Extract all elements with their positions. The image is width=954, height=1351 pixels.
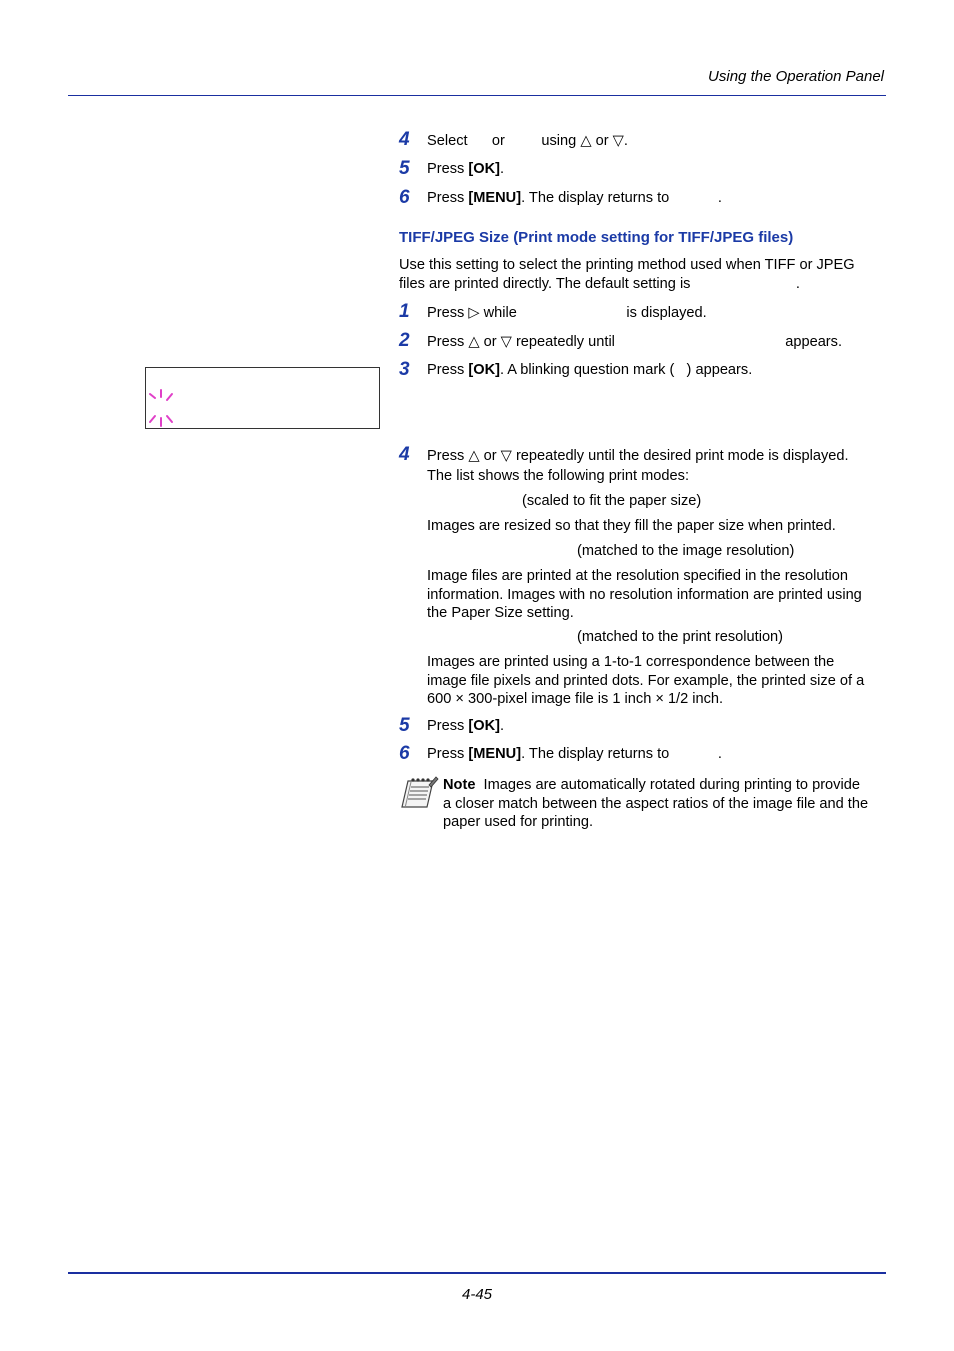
page-number: 4-45 [461, 1286, 493, 1303]
step-number: 2 [399, 330, 410, 351]
step-text: Press △ or ▽ repeatedly until appears. [427, 334, 843, 350]
step-4-top [399, 129, 899, 154]
step-number: 4 [399, 129, 410, 150]
mode-description: Images are printed using a 1-to-1 correspondence between the image file pixels and printed dots. For example, the printed size of a 600 × 300-pixel image file is 1 inch × 1/2 inch. [427, 654, 865, 707]
mode-label: (scaled to fit the paper size) [522, 493, 702, 509]
step-text: Press [OK]. [427, 718, 505, 734]
mode-description: Image files are printed at the resolution specified in the resolution information. Images with no resolution information are printed using the Paper Size setting. [427, 568, 862, 621]
step-text: Press [OK]. A blinking question mark ( ) appears. [427, 362, 753, 378]
step-3 [399, 359, 899, 384]
note-label: Note [443, 777, 476, 793]
step-number: 6 [399, 743, 410, 764]
step-text: Select or using △ or ▽. [427, 133, 628, 149]
step-2 [399, 330, 899, 355]
step-number: 5 [399, 715, 410, 736]
section-intro: Use this setting to select the printing method used when TIFF or JPEG files are printed directly. The default setting is . [399, 257, 855, 292]
step-text: Press △ or ▽ repeatedly until the desired print mode is displayed. The list shows the following print modes: [427, 448, 849, 484]
header-title: Using the Operation Panel [708, 68, 884, 85]
step-number: 6 [399, 187, 410, 208]
mode-label: (matched to the image resolution) [577, 543, 795, 559]
note-block: Note Images are automatically rotated during printing to provide a closer match between the aspect ratios of the image file and the paper used for printing. [443, 777, 869, 830]
step-number: 4 [399, 444, 410, 465]
footer-rule [68, 1272, 886, 1274]
step-4-mode [399, 444, 899, 487]
lcd-display [145, 367, 380, 429]
header-rule [68, 95, 886, 96]
blinking-cursor-icon [146, 368, 186, 430]
step-5-bottom [399, 715, 899, 740]
notepad-icon [399, 775, 439, 815]
step-text: Press [OK]. [427, 161, 505, 177]
step-text: Press ▷ while is displayed. [427, 305, 707, 321]
mode-label: (matched to the print resolution) [577, 629, 784, 645]
step-5-top [399, 158, 899, 183]
step-text: Press [MENU]. The display returns to . [427, 190, 722, 206]
step-text: Press [MENU]. The display returns to . [427, 746, 722, 762]
step-1 [399, 301, 899, 326]
mode-description: Images are resized so that they fill the paper size when printed. [427, 518, 836, 534]
step-6-bottom [399, 743, 899, 768]
step-number: 3 [399, 359, 410, 380]
section-heading: TIFF/JPEG Size (Print mode setting for TIFF/JPEG files) [399, 229, 794, 246]
step-number: 1 [399, 301, 410, 322]
step-6-top [399, 187, 899, 212]
step-number: 5 [399, 158, 410, 179]
